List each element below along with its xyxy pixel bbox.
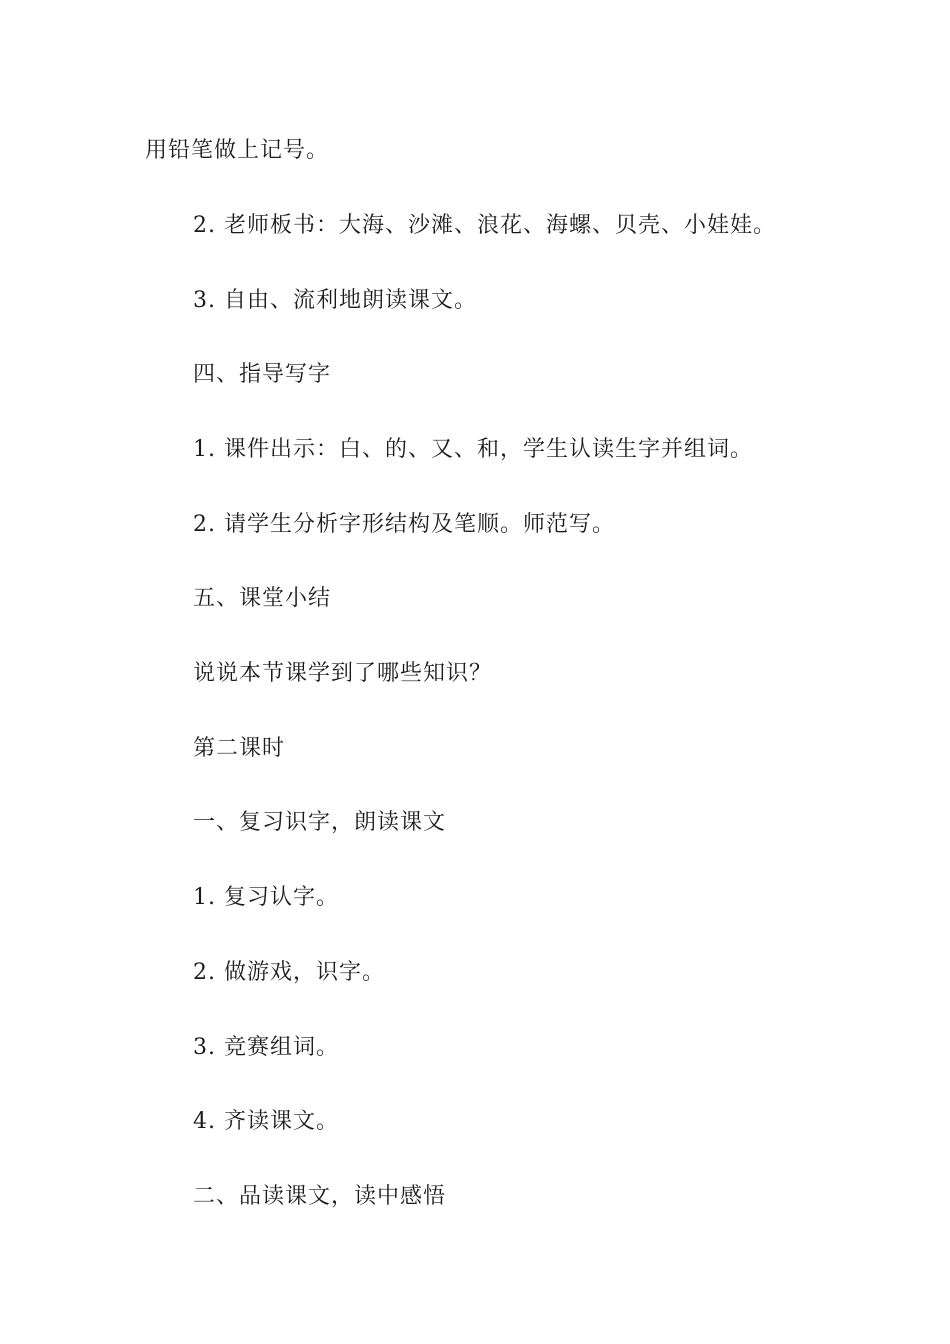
text-line-list-item: 2. 请学生分析字形结构及笔顺。师范写。 xyxy=(193,512,615,537)
text-line-list-item: 2. 老师板书：大海、沙滩、浪花、海螺、贝壳、小娃娃。 xyxy=(193,213,776,238)
text-line-continuation: 用铅笔做上记号。 xyxy=(145,138,330,163)
text-line-list-item: 1. 课件出示：白、的、又、和，学生认读生字并组词。 xyxy=(193,437,753,462)
text-line-list-item: 3. 竞赛组词。 xyxy=(193,1035,339,1060)
section-heading: 二、品读课文，读中感悟 xyxy=(193,1184,447,1209)
section-heading: 五、课堂小结 xyxy=(193,586,332,611)
text-line-list-item: 2. 做游戏，识字。 xyxy=(193,960,385,985)
text-line: 说说本节课学到了哪些知识？ xyxy=(193,661,493,686)
text-line-list-item: 3. 自由、流利地朗读课文。 xyxy=(193,288,477,313)
text-line-list-item: 1. 复习认字。 xyxy=(193,885,339,910)
section-heading: 四、指导写字 xyxy=(193,362,332,387)
section-heading: 一、复习识字，朗读课文 xyxy=(193,810,447,835)
text-line-list-item: 4. 齐读课文。 xyxy=(193,1109,339,1134)
lesson-heading: 第二课时 xyxy=(193,736,286,761)
